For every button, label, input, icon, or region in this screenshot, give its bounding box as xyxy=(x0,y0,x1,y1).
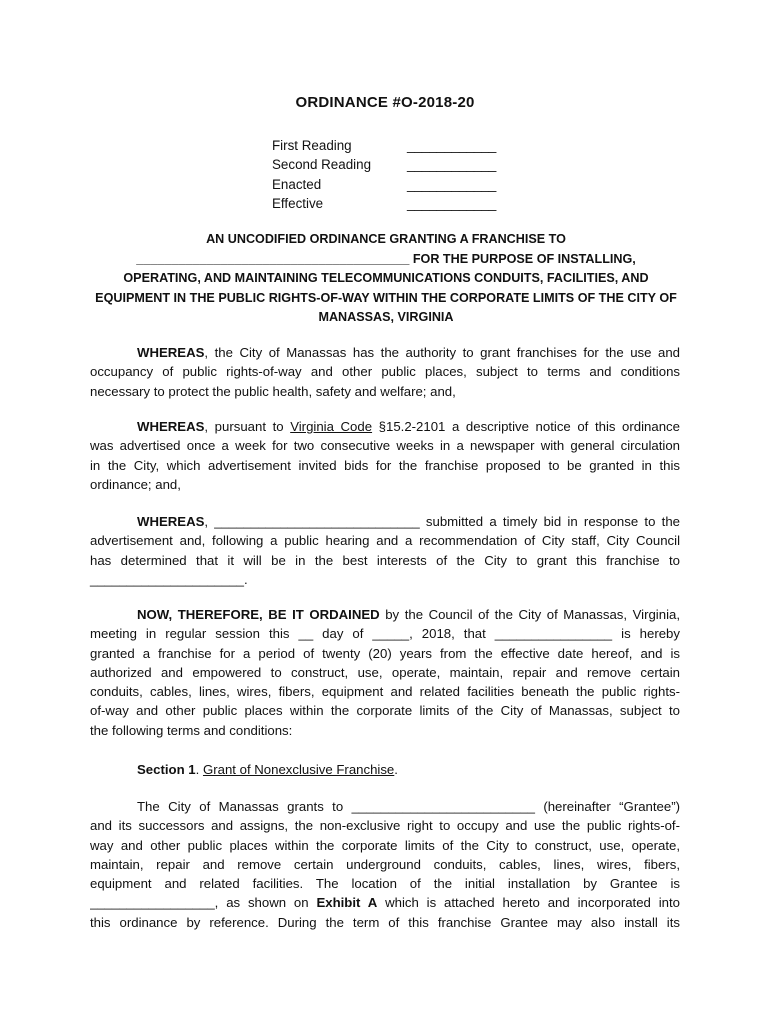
text-span: . xyxy=(394,762,398,777)
virginia-code-ref: Virginia Code xyxy=(290,419,373,434)
whereas-paragraph-3 xyxy=(90,512,680,589)
text-span: which is attached hereto and incorporated into xyxy=(377,895,680,911)
reading-blank: ____________ xyxy=(407,157,497,173)
text-line: of-way and other public places within the corporate limits of the City of Manassas, subject to xyxy=(90,703,680,719)
text-line: necessary to protect the public health, safety and welfare; and, xyxy=(90,383,456,399)
reading-blank: ____________ xyxy=(407,176,497,192)
text-line xyxy=(90,797,680,816)
reading-label: First Reading xyxy=(272,138,352,153)
text-line: the following terms and conditions: xyxy=(90,722,293,738)
text-line xyxy=(90,605,680,624)
text-line xyxy=(90,760,680,779)
text-line: granted a franchise for a period of twenty (20) years from the effective date hereof, and is xyxy=(90,645,680,661)
whereas-paragraph-1 xyxy=(90,343,680,401)
section-number: Section 1 xyxy=(137,762,196,777)
reading-row-effective xyxy=(272,194,512,213)
whereas-label: WHEREAS xyxy=(137,419,205,434)
text-line: and its successors and assigns, the non-exclusive right to occupy and use the public rights-of- xyxy=(90,818,680,834)
reading-row-second xyxy=(272,155,512,174)
reading-label: Second Reading xyxy=(272,157,372,173)
text-line: advertisement and, following a public hearing and a recommendation of City staff, City Council xyxy=(90,533,680,549)
whereas-label: WHEREAS xyxy=(137,345,205,360)
reading-blank: ____________ xyxy=(407,196,497,212)
heading-line: EQUIPMENT IN THE PUBLIC RIGHTS-OF-WAY WITHIN THE CORPORATE LIMITS OF THE CITY OF xyxy=(95,290,677,305)
text-line: occupancy of public rights-of-way and other public places, subject to terms and conditions xyxy=(90,364,680,380)
ordinance-title: ORDINANCE #O-2018-20 xyxy=(295,94,475,111)
section-1-heading xyxy=(90,760,680,779)
text-span: _________________, as shown on xyxy=(90,895,317,911)
reading-label: Enacted xyxy=(272,176,322,192)
reading-row-first xyxy=(272,136,512,155)
heading-line: AN UNCODIFIED ORDINANCE GRANTING A FRANCHISE TO xyxy=(206,232,566,246)
reading-label: Effective xyxy=(272,196,324,212)
grant-paragraph xyxy=(90,797,680,932)
ordinance-heading xyxy=(80,230,692,328)
text-line xyxy=(90,893,680,912)
whereas-label: WHEREAS xyxy=(137,514,205,529)
text-line xyxy=(90,512,680,531)
now-therefore-paragraph xyxy=(90,605,680,740)
text-line: equipment and related facilities. The location of the initial installation by Grantee is xyxy=(90,876,680,892)
text-span: , ____________________________ submitted a timely bid in response to the xyxy=(204,514,680,529)
heading-line: MANASSAS, VIRGINIA xyxy=(318,310,454,324)
text-span: The City of Manassas grants to _________________________ (hereinafter “Grantee”) xyxy=(137,799,680,814)
text-span: , the City of Manassas has the authority to grant franchises for the use and xyxy=(204,345,680,360)
text-line: this ordinance by reference. During the term of this franchise Grantee may also install its xyxy=(90,914,680,930)
text-line: has determined that it will be in the best interests of the City to grant this franchise to xyxy=(90,552,680,568)
text-line: _____________________. xyxy=(90,571,248,587)
heading-line: OPERATING, AND MAINTAINING TELECOMMUNICATIONS CONDUITS, FACILITIES, AND xyxy=(123,271,649,285)
reading-row-enacted xyxy=(272,175,512,194)
text-line: maintain, repair and remove certain underground conduits, cables, lines, wires, fibers, xyxy=(90,856,680,872)
reading-blank: ____________ xyxy=(407,138,497,153)
heading-line: _______________________________________ FOR THE PURPOSE OF INSTALLING, xyxy=(136,251,636,266)
section-title: Grant of Nonexclusive Franchise xyxy=(202,762,395,777)
text-span: §15.2-2101 a descriptive notice of this ordinance xyxy=(372,419,680,434)
text-line: authorized and empowered to construct, use, operate, maintain, repair and remove certain xyxy=(90,664,680,680)
text-span: , pursuant to xyxy=(204,419,291,434)
ordained-label: NOW, THEREFORE, BE IT ORDAINED xyxy=(137,607,380,622)
text-line: was advertised once a week for two consecutive weeks in a newspaper with general circulation xyxy=(90,438,680,454)
text-line: meeting in regular session this __ day of _____, 2018, that ________________ is hereby xyxy=(90,626,680,642)
text-span: by the Council of the City of Manassas, Virginia, xyxy=(379,607,680,622)
whereas-paragraph-2 xyxy=(90,417,680,494)
text-line: in the City, which advertisement invited bids for the franchise proposed to be granted in this xyxy=(90,457,680,473)
text-line: conduits, cables, lines, wires, fibers, equipment and related facilities beneath the public rights- xyxy=(90,684,680,700)
text-span: . xyxy=(195,762,203,777)
text-line: ordinance; and, xyxy=(90,476,181,492)
text-line: way and other public places within the corporate limits of the City to construct, use, operate, xyxy=(90,837,680,853)
text-line xyxy=(90,343,680,362)
exhibit-ref: Exhibit A xyxy=(316,895,378,911)
readings-table xyxy=(272,136,512,214)
text-line xyxy=(90,417,680,436)
